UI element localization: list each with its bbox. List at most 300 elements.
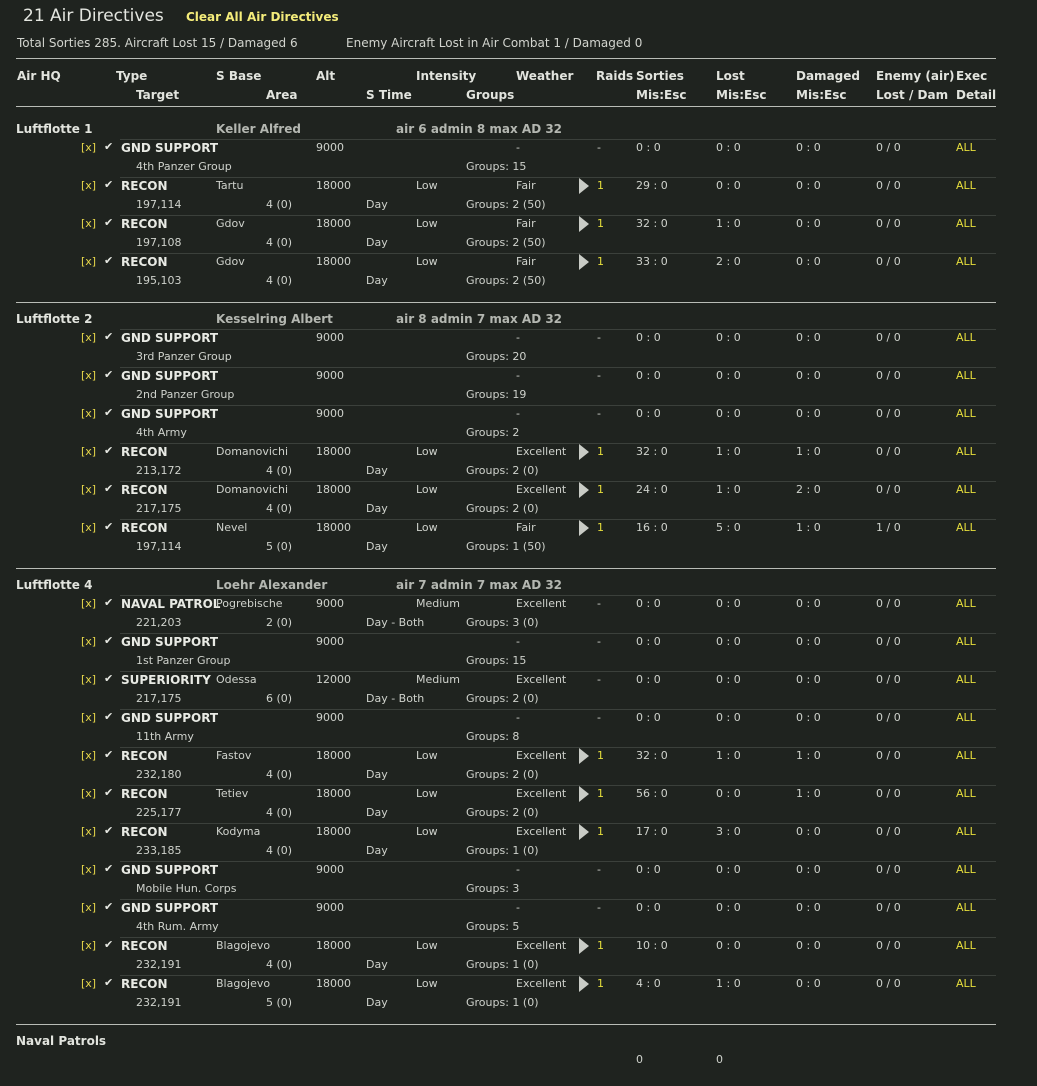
raid-arrow-icon[interactable] [579, 748, 589, 764]
exec-detail-all-link[interactable]: ALL [956, 977, 976, 990]
exec-detail-all-link[interactable]: ALL [956, 141, 976, 154]
cancel-directive-toggle[interactable]: [x] [81, 787, 97, 800]
altitude: 18000 [316, 179, 351, 192]
check-icon[interactable]: ✔ [104, 520, 114, 533]
source-base: Tartu [216, 179, 244, 192]
groups: Groups: 3 (0) [466, 616, 539, 629]
altitude: 9000 [316, 597, 344, 610]
directive-type[interactable]: RECON [121, 217, 168, 231]
target: 197,114 [136, 540, 182, 553]
start-time: Day [366, 768, 388, 781]
naval-lost: 0 [716, 1053, 723, 1066]
raids-count: - [597, 597, 601, 610]
target: 197,108 [136, 236, 182, 249]
area: 4 (0) [266, 236, 293, 249]
check-icon[interactable]: ✔ [104, 444, 114, 457]
exec-detail-all-link[interactable]: ALL [956, 635, 976, 648]
area: 2 (0) [266, 616, 293, 629]
raid-arrow-icon[interactable] [579, 786, 589, 802]
raids-count: - [597, 141, 601, 154]
damaged-mis-esc: 0 : 0 [796, 407, 821, 420]
damaged-mis-esc: 1 : 0 [796, 787, 821, 800]
sorties-mis-esc: 17 : 0 [636, 825, 668, 838]
sorties-mis-esc: 0 : 0 [636, 673, 661, 686]
weather: - [516, 141, 520, 154]
directive-type[interactable]: RECON [121, 445, 168, 459]
raids-count[interactable]: 1 [597, 217, 604, 230]
air-hq-ratings: air 7 admin 7 max AD 32 [396, 578, 563, 592]
start-time: Day [366, 958, 388, 971]
directive-type[interactable]: GND SUPPORT [121, 863, 219, 877]
enemy-lost-dam: 0 / 0 [876, 445, 901, 458]
row-separator [120, 747, 996, 748]
col-header-weather: Weather [516, 69, 574, 83]
check-icon[interactable]: ✔ [104, 824, 114, 837]
groups: Groups: 2 (0) [466, 502, 539, 515]
check-icon[interactable]: ✔ [104, 330, 114, 343]
row-separator [120, 671, 996, 672]
altitude: 9000 [316, 635, 344, 648]
source-base: Blagojevo [216, 977, 271, 990]
damaged-mis-esc: 0 : 0 [796, 217, 821, 230]
groups: Groups: 2 (50) [466, 274, 546, 287]
area: 5 (0) [266, 996, 293, 1009]
damaged-mis-esc: 1 : 0 [796, 445, 821, 458]
row-separator [120, 975, 996, 976]
raid-arrow-icon[interactable] [579, 216, 589, 232]
altitude: 9000 [316, 711, 344, 724]
enemy-lost-dam: 0 / 0 [876, 369, 901, 382]
directive-type[interactable]: GND SUPPORT [121, 141, 219, 155]
damaged-mis-esc: 0 : 0 [796, 901, 821, 914]
intensity: Low [416, 255, 438, 268]
enemy-lost-dam: 0 / 0 [876, 255, 901, 268]
cancel-directive-toggle[interactable]: [x] [81, 255, 97, 268]
altitude: 18000 [316, 521, 351, 534]
check-icon[interactable]: ✔ [104, 976, 114, 989]
cancel-directive-toggle[interactable]: [x] [81, 863, 97, 876]
exec-detail-all-link[interactable]: ALL [956, 749, 976, 762]
sorties-mis-esc: 29 : 0 [636, 179, 668, 192]
weather: Fair [516, 255, 536, 268]
cancel-directive-toggle[interactable]: [x] [81, 331, 97, 344]
damaged-mis-esc: 2 : 0 [796, 483, 821, 496]
weather: Excellent [516, 825, 567, 838]
lost-mis-esc: 0 : 0 [716, 369, 741, 382]
directive-type[interactable]: RECON [121, 977, 168, 991]
source-base: Tetiev [216, 787, 249, 800]
altitude: 18000 [316, 977, 351, 990]
check-icon[interactable]: ✔ [104, 938, 114, 951]
damaged-mis-esc: 0 : 0 [796, 255, 821, 268]
sorties-mis-esc: 24 : 0 [636, 483, 668, 496]
exec-detail-all-link[interactable]: ALL [956, 331, 976, 344]
intensity: Low [416, 939, 438, 952]
source-base: Blagojevo [216, 939, 271, 952]
page-title: 21 Air Directives [23, 6, 164, 26]
groups: Groups: 3 [466, 882, 520, 895]
damaged-mis-esc: 0 : 0 [796, 825, 821, 838]
weather: Excellent [516, 787, 567, 800]
weather: Excellent [516, 445, 567, 458]
source-base: Nevel [216, 521, 248, 534]
damaged-mis-esc: 0 : 0 [796, 673, 821, 686]
lost-mis-esc: 0 : 0 [716, 179, 741, 192]
weather: Fair [516, 521, 536, 534]
lost-mis-esc: 1 : 0 [716, 483, 741, 496]
raids-count[interactable]: 1 [597, 825, 604, 838]
sorties-mis-esc: 32 : 0 [636, 749, 668, 762]
area: 4 (0) [266, 198, 293, 211]
enemy-lost-dam: 0 / 0 [876, 141, 901, 154]
enemy-lost-dam: 0 / 0 [876, 217, 901, 230]
check-icon[interactable]: ✔ [104, 406, 114, 419]
weather: Fair [516, 179, 536, 192]
area: 4 (0) [266, 502, 293, 515]
row-separator [120, 861, 996, 862]
directive-type[interactable]: RECON [121, 179, 168, 193]
target: 1st Panzer Group [136, 654, 231, 667]
exec-detail-all-link[interactable]: ALL [956, 787, 976, 800]
source-base: Gdov [216, 255, 245, 268]
clear-all-directives-button[interactable]: Clear All Air Directives [186, 10, 339, 24]
damaged-mis-esc: 0 : 0 [796, 369, 821, 382]
row-separator [120, 633, 996, 634]
groups: Groups: 20 [466, 350, 527, 363]
target: 233,185 [136, 844, 182, 857]
damaged-mis-esc: 1 : 0 [796, 749, 821, 762]
section-divider [16, 302, 996, 303]
weather: - [516, 635, 520, 648]
raids-count: - [597, 331, 601, 344]
sorties-mis-esc: 0 : 0 [636, 635, 661, 648]
enemy-lost-dam: 0 / 0 [876, 635, 901, 648]
col-header-s-base: S Base [216, 69, 262, 83]
raid-arrow-icon[interactable] [579, 482, 589, 498]
weather: - [516, 863, 520, 876]
directive-type[interactable]: NAVAL PATROL [121, 597, 221, 611]
altitude: 12000 [316, 673, 351, 686]
directive-type[interactable]: RECON [121, 749, 168, 763]
row-separator [120, 367, 996, 368]
exec-detail-all-link[interactable]: ALL [956, 863, 976, 876]
area: 4 (0) [266, 958, 293, 971]
damaged-mis-esc: 0 : 0 [796, 331, 821, 344]
raids-count[interactable]: 1 [597, 977, 604, 990]
check-icon[interactable]: ✔ [104, 254, 114, 267]
cancel-directive-toggle[interactable]: [x] [81, 977, 97, 990]
lost-mis-esc: 1 : 0 [716, 977, 741, 990]
directive-type[interactable]: RECON [121, 483, 168, 497]
commander-name: Kesselring Albert [216, 312, 333, 326]
exec-detail-all-link[interactable]: ALL [956, 255, 976, 268]
raids-count[interactable]: 1 [597, 749, 604, 762]
cancel-directive-toggle[interactable]: [x] [81, 407, 97, 420]
target: 213,172 [136, 464, 182, 477]
raid-arrow-icon[interactable] [579, 254, 589, 270]
cancel-directive-toggle[interactable]: [x] [81, 217, 97, 230]
weather: Excellent [516, 977, 567, 990]
groups: Groups: 2 (50) [466, 236, 546, 249]
directive-type[interactable]: GND SUPPORT [121, 331, 219, 345]
cancel-directive-toggle[interactable]: [x] [81, 597, 97, 610]
raid-arrow-icon[interactable] [579, 824, 589, 840]
raids-count[interactable]: 1 [597, 179, 604, 192]
check-icon[interactable]: ✔ [104, 786, 114, 799]
enemy-lost-dam: 0 / 0 [876, 483, 901, 496]
check-icon[interactable]: ✔ [104, 368, 114, 381]
lost-mis-esc: 1 : 0 [716, 217, 741, 230]
start-time: Day [366, 806, 388, 819]
row-separator [120, 443, 996, 444]
directive-type[interactable]: GND SUPPORT [121, 407, 219, 421]
row-separator [120, 785, 996, 786]
cancel-directive-toggle[interactable]: [x] [81, 939, 97, 952]
raid-arrow-icon[interactable] [579, 976, 589, 992]
groups: Groups: 19 [466, 388, 527, 401]
check-icon[interactable]: ✔ [104, 178, 114, 191]
source-base: Domanovichi [216, 445, 288, 458]
sorties-mis-esc: 33 : 0 [636, 255, 668, 268]
exec-detail-all-link[interactable]: ALL [956, 369, 976, 382]
check-icon[interactable]: ✔ [104, 900, 114, 913]
altitude: 18000 [316, 787, 351, 800]
raids-count[interactable]: 1 [597, 939, 604, 952]
intensity: Low [416, 787, 438, 800]
raid-arrow-icon[interactable] [579, 520, 589, 536]
cancel-directive-toggle[interactable]: [x] [81, 711, 97, 724]
target: Mobile Hun. Corps [136, 882, 237, 895]
sorties-mis-esc: 16 : 0 [636, 521, 668, 534]
exec-detail-all-link[interactable]: ALL [956, 445, 976, 458]
exec-detail-all-link[interactable]: ALL [956, 179, 976, 192]
weather: - [516, 369, 520, 382]
col-header-air-hq: Air HQ [17, 69, 61, 83]
lost-mis-esc: 0 : 0 [716, 863, 741, 876]
groups: Groups: 2 (0) [466, 768, 539, 781]
directive-type[interactable]: RECON [121, 939, 168, 953]
exec-detail-all-link[interactable]: ALL [956, 673, 976, 686]
intensity: Low [416, 977, 438, 990]
area: 4 (0) [266, 464, 293, 477]
raid-arrow-icon[interactable] [579, 444, 589, 460]
directive-type[interactable]: GND SUPPORT [121, 901, 219, 915]
groups: Groups: 1 (0) [466, 844, 539, 857]
col-header-target: Target [136, 88, 180, 102]
enemy-lost-dam: 0 / 0 [876, 597, 901, 610]
sorties-mis-esc: 32 : 0 [636, 217, 668, 230]
exec-detail-all-link[interactable]: ALL [956, 597, 976, 610]
check-icon[interactable]: ✔ [104, 862, 114, 875]
groups: Groups: 2 (0) [466, 464, 539, 477]
air-hq-name[interactable]: Luftflotte 2 [16, 312, 93, 326]
damaged-mis-esc: 0 : 0 [796, 863, 821, 876]
altitude: 18000 [316, 255, 351, 268]
groups: Groups: 5 [466, 920, 520, 933]
lost-mis-esc: 0 : 0 [716, 711, 741, 724]
enemy-lost-dam: 0 / 0 [876, 901, 901, 914]
check-icon[interactable]: ✔ [104, 482, 114, 495]
area: 4 (0) [266, 806, 293, 819]
row-separator [120, 253, 996, 254]
cancel-directive-toggle[interactable]: [x] [81, 673, 97, 686]
altitude: 9000 [316, 141, 344, 154]
lost-mis-esc: 0 : 0 [716, 673, 741, 686]
damaged-mis-esc: 0 : 0 [796, 635, 821, 648]
altitude: 18000 [316, 939, 351, 952]
row-separator [120, 215, 996, 216]
raids-count[interactable]: 1 [597, 787, 604, 800]
damaged-mis-esc: 0 : 0 [796, 939, 821, 952]
check-icon[interactable]: ✔ [104, 710, 114, 723]
enemy-lost-dam: 0 / 0 [876, 331, 901, 344]
exec-detail-all-link[interactable]: ALL [956, 483, 976, 496]
raids-count: - [597, 369, 601, 382]
start-time: Day [366, 996, 388, 1009]
raids-count[interactable]: 1 [597, 521, 604, 534]
target: 225,177 [136, 806, 182, 819]
target: 4th Panzer Group [136, 160, 232, 173]
enemy-lost-dam: 0 / 0 [876, 787, 901, 800]
weather: - [516, 331, 520, 344]
target: 4th Rum. Army [136, 920, 219, 933]
cancel-directive-toggle[interactable]: [x] [81, 141, 97, 154]
directive-type[interactable]: RECON [121, 255, 168, 269]
check-icon[interactable]: ✔ [104, 216, 114, 229]
damaged-mis-esc: 0 : 0 [796, 141, 821, 154]
start-time: Day [366, 540, 388, 553]
col-header-enemy-air: Enemy (air) [876, 69, 955, 83]
raids-count[interactable]: 1 [597, 445, 604, 458]
exec-detail-all-link[interactable]: ALL [956, 901, 976, 914]
cancel-directive-toggle[interactable]: [x] [81, 179, 97, 192]
altitude: 9000 [316, 331, 344, 344]
area: 4 (0) [266, 274, 293, 287]
directive-type[interactable]: RECON [121, 787, 168, 801]
check-icon[interactable]: ✔ [104, 672, 114, 685]
altitude: 9000 [316, 407, 344, 420]
cancel-directive-toggle[interactable]: [x] [81, 749, 97, 762]
weather: Excellent [516, 673, 567, 686]
enemy-lost-dam: 0 / 0 [876, 863, 901, 876]
groups: Groups: 1 (0) [466, 958, 539, 971]
start-time: Day - Both [366, 692, 425, 705]
weather: Excellent [516, 483, 567, 496]
air-hq-name[interactable]: Luftflotte 4 [16, 578, 93, 592]
directive-type[interactable]: RECON [121, 825, 168, 839]
raid-arrow-icon[interactable] [579, 938, 589, 954]
directive-type[interactable]: RECON [121, 521, 168, 535]
intensity: Low [416, 483, 438, 496]
exec-detail-all-link[interactable]: ALL [956, 217, 976, 230]
exec-detail-all-link[interactable]: ALL [956, 407, 976, 420]
sorties-mis-esc: 10 : 0 [636, 939, 668, 952]
col-header-area: Area [266, 88, 298, 102]
sorties-mis-esc: 0 : 0 [636, 407, 661, 420]
intensity: Low [416, 445, 438, 458]
exec-detail-all-link[interactable]: ALL [956, 939, 976, 952]
source-base: Domanovichi [216, 483, 288, 496]
raids-count: - [597, 407, 601, 420]
damaged-mis-esc: 0 : 0 [796, 597, 821, 610]
exec-detail-all-link[interactable]: ALL [956, 521, 976, 534]
target: 217,175 [136, 692, 182, 705]
enemy-lost-dam: 1 / 0 [876, 521, 901, 534]
groups: Groups: 1 (50) [466, 540, 546, 553]
check-icon[interactable]: ✔ [104, 634, 114, 647]
cancel-directive-toggle[interactable]: [x] [81, 483, 97, 496]
sorties-mis-esc: 0 : 0 [636, 863, 661, 876]
source-base: Gdov [216, 217, 245, 230]
start-time: Day [366, 274, 388, 287]
intensity: Low [416, 825, 438, 838]
altitude: 18000 [316, 483, 351, 496]
source-base: Odessa [216, 673, 257, 686]
row-separator [120, 823, 996, 824]
col-header-intensity: Intensity [416, 69, 477, 83]
directive-type[interactable]: SUPERIORITY [121, 673, 211, 687]
row-separator [120, 937, 996, 938]
lost-mis-esc: 0 : 0 [716, 635, 741, 648]
target: 217,175 [136, 502, 182, 515]
check-icon[interactable]: ✔ [104, 748, 114, 761]
cancel-directive-toggle[interactable]: [x] [81, 369, 97, 382]
cancel-directive-toggle[interactable]: [x] [81, 635, 97, 648]
directive-type[interactable]: GND SUPPORT [121, 711, 219, 725]
weather: Fair [516, 217, 536, 230]
start-time: Day [366, 198, 388, 211]
altitude: 9000 [316, 369, 344, 382]
raids-count[interactable]: 1 [597, 483, 604, 496]
column-header-divider [16, 106, 996, 107]
sorties-mis-esc: 0 : 0 [636, 901, 661, 914]
intensity: Low [416, 521, 438, 534]
col-header-s-time: S Time [366, 88, 412, 102]
groups: Groups: 15 [466, 654, 527, 667]
directive-type[interactable]: GND SUPPORT [121, 635, 219, 649]
sorties-mis-esc: 0 : 0 [636, 711, 661, 724]
groups: Groups: 2 (50) [466, 198, 546, 211]
exec-detail-all-link[interactable]: ALL [956, 711, 976, 724]
raids-count: - [597, 711, 601, 724]
weather: Excellent [516, 939, 567, 952]
lost-mis-esc: 0 : 0 [716, 331, 741, 344]
raids-count: - [597, 901, 601, 914]
lost-mis-esc: 1 : 0 [716, 749, 741, 762]
damaged-mis-esc: 0 : 0 [796, 711, 821, 724]
cancel-directive-toggle[interactable]: [x] [81, 521, 97, 534]
lost-mis-esc: 0 : 0 [716, 407, 741, 420]
raids-count[interactable]: 1 [597, 255, 604, 268]
groups: Groups: 2 [466, 426, 520, 439]
air-hq-name[interactable]: Luftflotte 1 [16, 122, 93, 136]
cancel-directive-toggle[interactable]: [x] [81, 445, 97, 458]
col-header-detail: Detail [956, 88, 997, 102]
check-icon[interactable]: ✔ [104, 140, 114, 153]
cancel-directive-toggle[interactable]: [x] [81, 901, 97, 914]
directive-type[interactable]: GND SUPPORT [121, 369, 219, 383]
groups: Groups: 2 (0) [466, 692, 539, 705]
raid-arrow-icon[interactable] [579, 178, 589, 194]
intensity: Low [416, 179, 438, 192]
cancel-directive-toggle[interactable]: [x] [81, 825, 97, 838]
lost-mis-esc: 0 : 0 [716, 597, 741, 610]
exec-detail-all-link[interactable]: ALL [956, 825, 976, 838]
raids-count: - [597, 635, 601, 648]
lost-mis-esc: 0 : 0 [716, 787, 741, 800]
check-icon[interactable]: ✔ [104, 596, 114, 609]
col-header-damaged: Damaged [796, 69, 860, 83]
